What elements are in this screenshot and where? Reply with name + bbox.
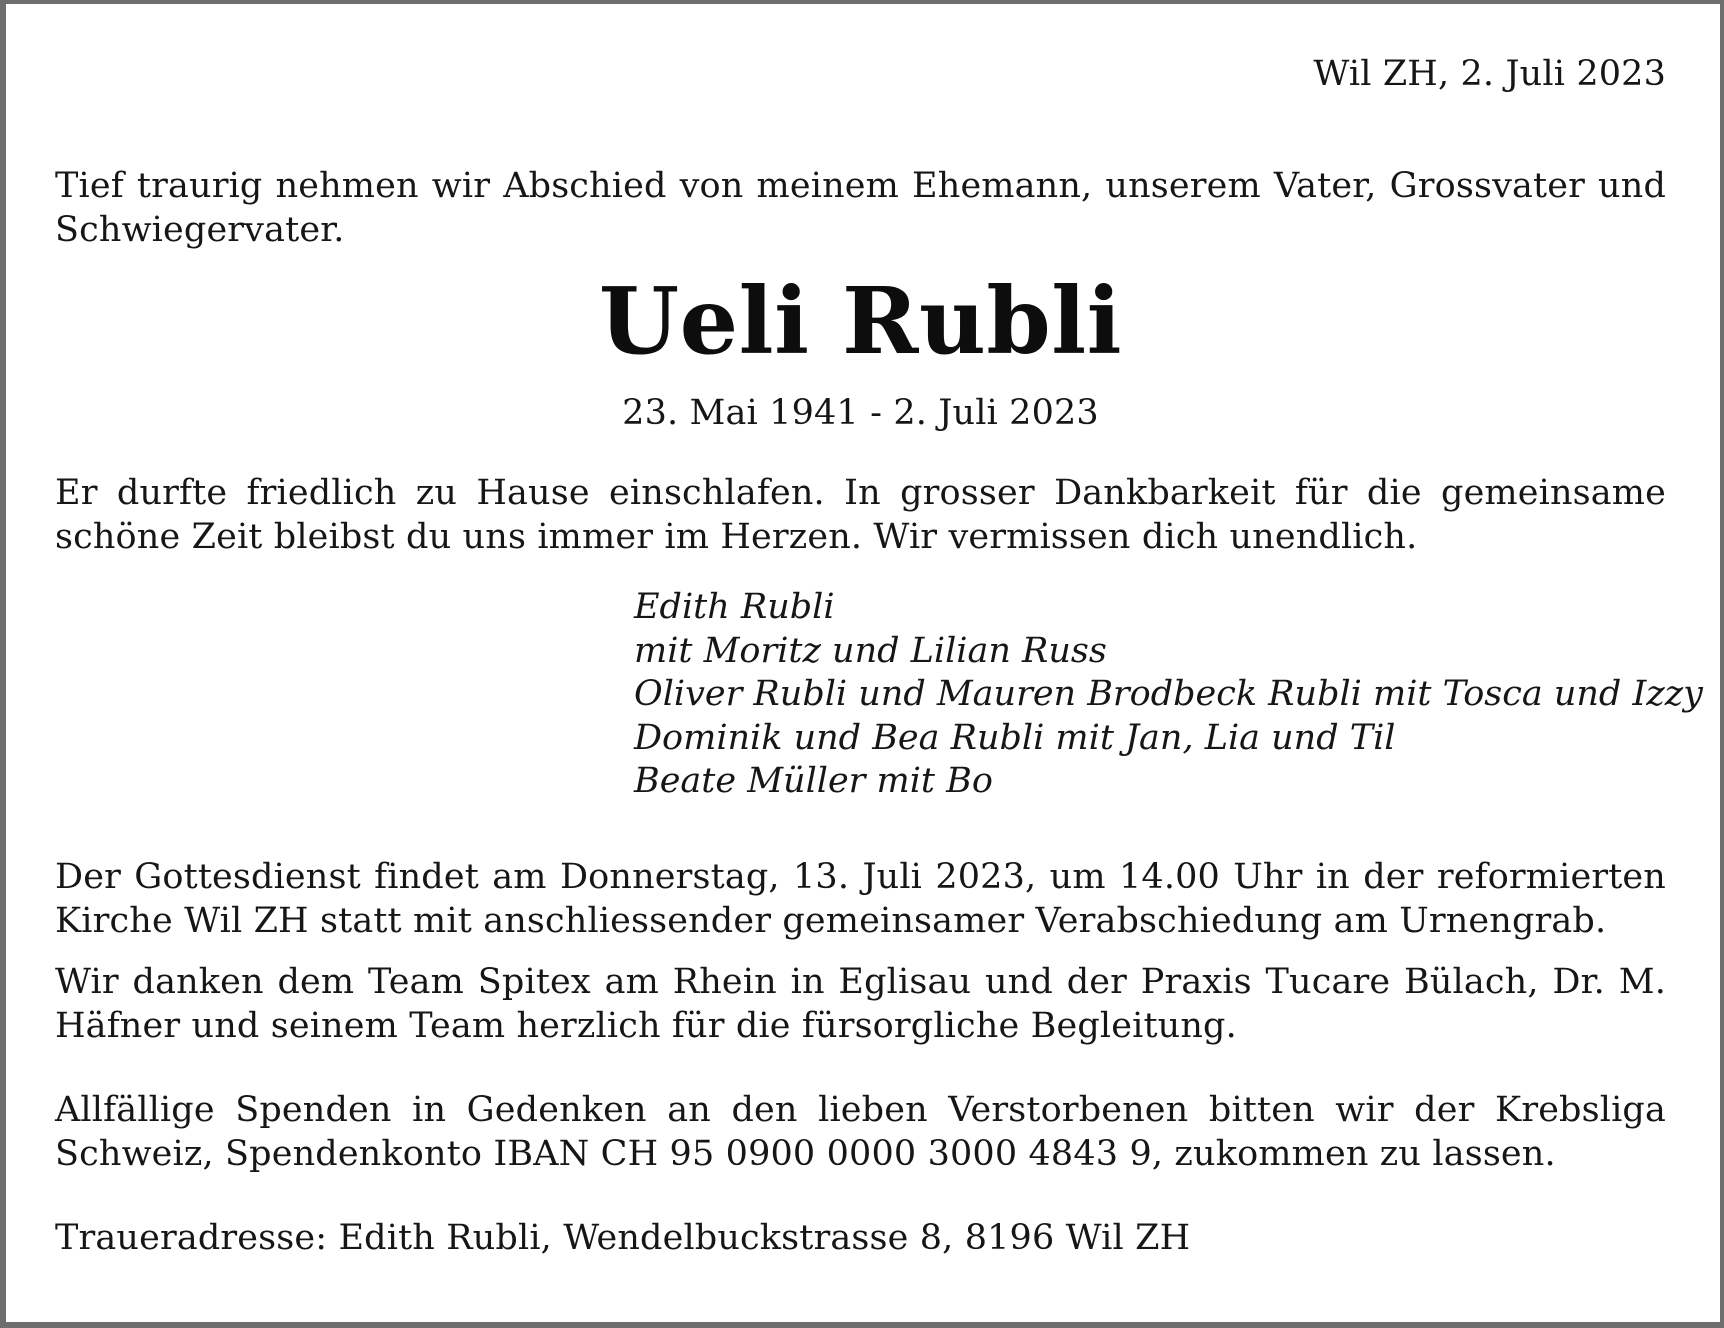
mourner-line: Oliver Rubli und Mauren Brodbeck Rubli mit Tosca und Izzy [634, 674, 1703, 714]
life-dates: 23. Mai 1941 - 2. Juli 2023 [622, 393, 1099, 433]
mourner-line: Edith Rubli [634, 587, 835, 627]
intro-text: Tief traurig nehmen wir Abschied von meinem Ehemann, unserem Vater, Grossvater und Schwiegervater. [55, 166, 1666, 250]
donations-text: Allfällige Spenden in Gedenken an den lieben Verstorbenen bitten wir der Krebsliga Schweiz, Spendenkonto IBAN CH 95 0900 0000 3000 4843 9, zukommen zu lassen. [55, 1090, 1666, 1174]
mourner-line: mit Moritz und Lilian Russ [634, 630, 1107, 671]
mourner-line: Beate Müller mit Bo [634, 761, 993, 801]
mourner-line: Dominik und Bea Rubli mit Jan, Lia und Til [634, 717, 1396, 758]
mourning-address: Traueradresse: Edith Rubli, Wendelbuckstrasse 8, 8196 Wil ZH [55, 1218, 1191, 1258]
mourners-list [634, 586, 1703, 804]
deceased-name: Ueli Rubli [598, 267, 1123, 375]
thanks-text: Wir danken dem Team Spitex am Rhein in Eglisau und der Praxis Tucare Bülach, Dr. M. Häfner und seinem Team herzlich für die fürsorgliche Begleitung. [55, 962, 1666, 1046]
service-text: Der Gottesdienst findet am Donnerstag, 13. Juli 2023, um 14.00 Uhr in der reformierten Kirche Wil ZH statt mit anschliessender gemeinsamer Verabschiedung am Urnengrab. [55, 857, 1666, 941]
farewell-text: Er durfte friedlich zu Hause einschlafen. In grosser Dankbarkeit für die gemeinsame schöne Zeit bleibst du uns immer im Herzen. Wir vermissen dich unendlich. [55, 473, 1666, 557]
place-date: Wil ZH, 2. Juli 2023 [1313, 54, 1666, 94]
